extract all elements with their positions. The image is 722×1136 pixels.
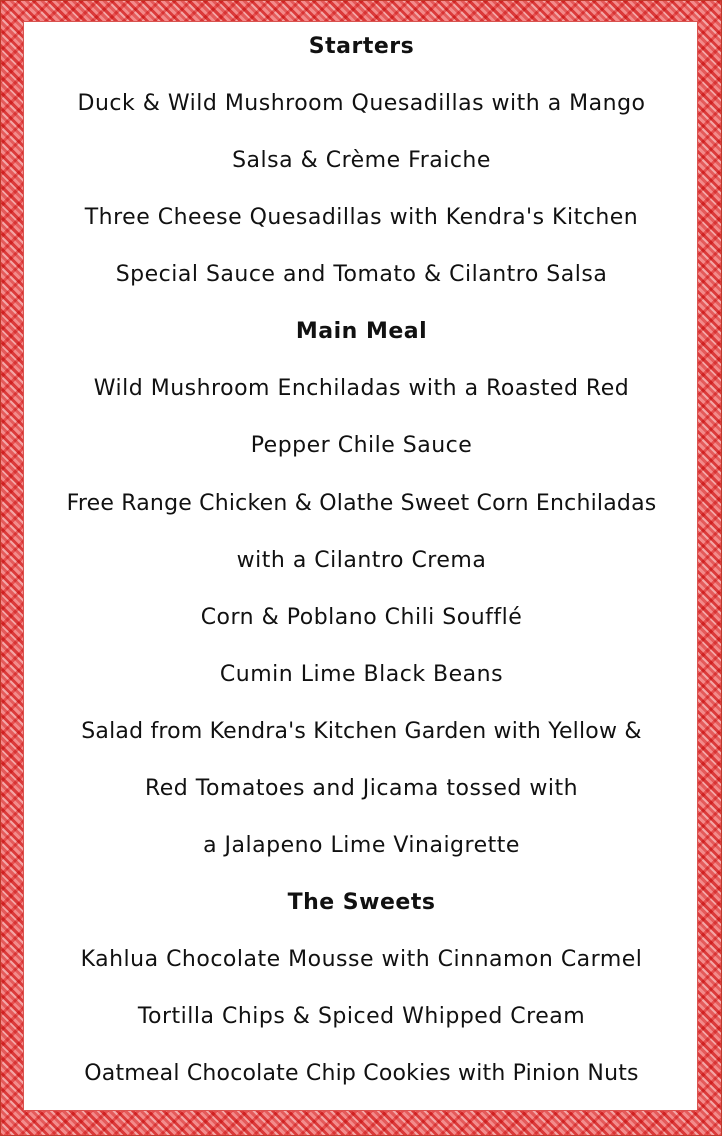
section-title-starters: Starters bbox=[308, 34, 415, 59]
menu-item: Tortilla Chips & Spiced Whipped Cream bbox=[137, 1004, 586, 1029]
menu-item: Special Sauce and Tomato & Cilantro Salsa bbox=[115, 262, 608, 287]
menu-item: with a Cilantro Crema bbox=[236, 548, 487, 573]
menu-item: Free Range Chicken & Olathe Sweet Corn Enchiladas bbox=[66, 491, 657, 516]
menu-item: Salad from Kendra's Kitchen Garden with Yellow & bbox=[81, 719, 642, 744]
menu-page bbox=[23, 21, 698, 1111]
menu-item: Three Cheese Quesadillas with Kendra's Kitchen bbox=[84, 205, 639, 230]
menu-item: Kahlua Chocolate Mousse with Cinnamon Carmel bbox=[80, 947, 643, 972]
menu-item: Oatmeal Chocolate Chip Cookies with Pinion Nuts bbox=[84, 1061, 639, 1086]
menu-item: Wild Mushroom Enchiladas with a Roasted Red bbox=[93, 376, 630, 401]
menu-item: Salsa & Crème Fraiche bbox=[232, 148, 491, 173]
section-title-the-sweets: The Sweets bbox=[287, 890, 436, 915]
section-title-main-meal: Main Meal bbox=[295, 319, 428, 344]
menu-item: Corn & Poblano Chili Soufflé bbox=[200, 605, 523, 630]
menu-item: Duck & Wild Mushroom Quesadillas with a Mango bbox=[77, 91, 646, 116]
menu-item: a Jalapeno Lime Vinaigrette bbox=[203, 833, 520, 858]
menu-item: Pepper Chile Sauce bbox=[250, 433, 473, 458]
menu-item: Red Tomatoes and Jicama tossed with bbox=[144, 776, 579, 801]
menu-item: Cumin Lime Black Beans bbox=[219, 662, 504, 687]
